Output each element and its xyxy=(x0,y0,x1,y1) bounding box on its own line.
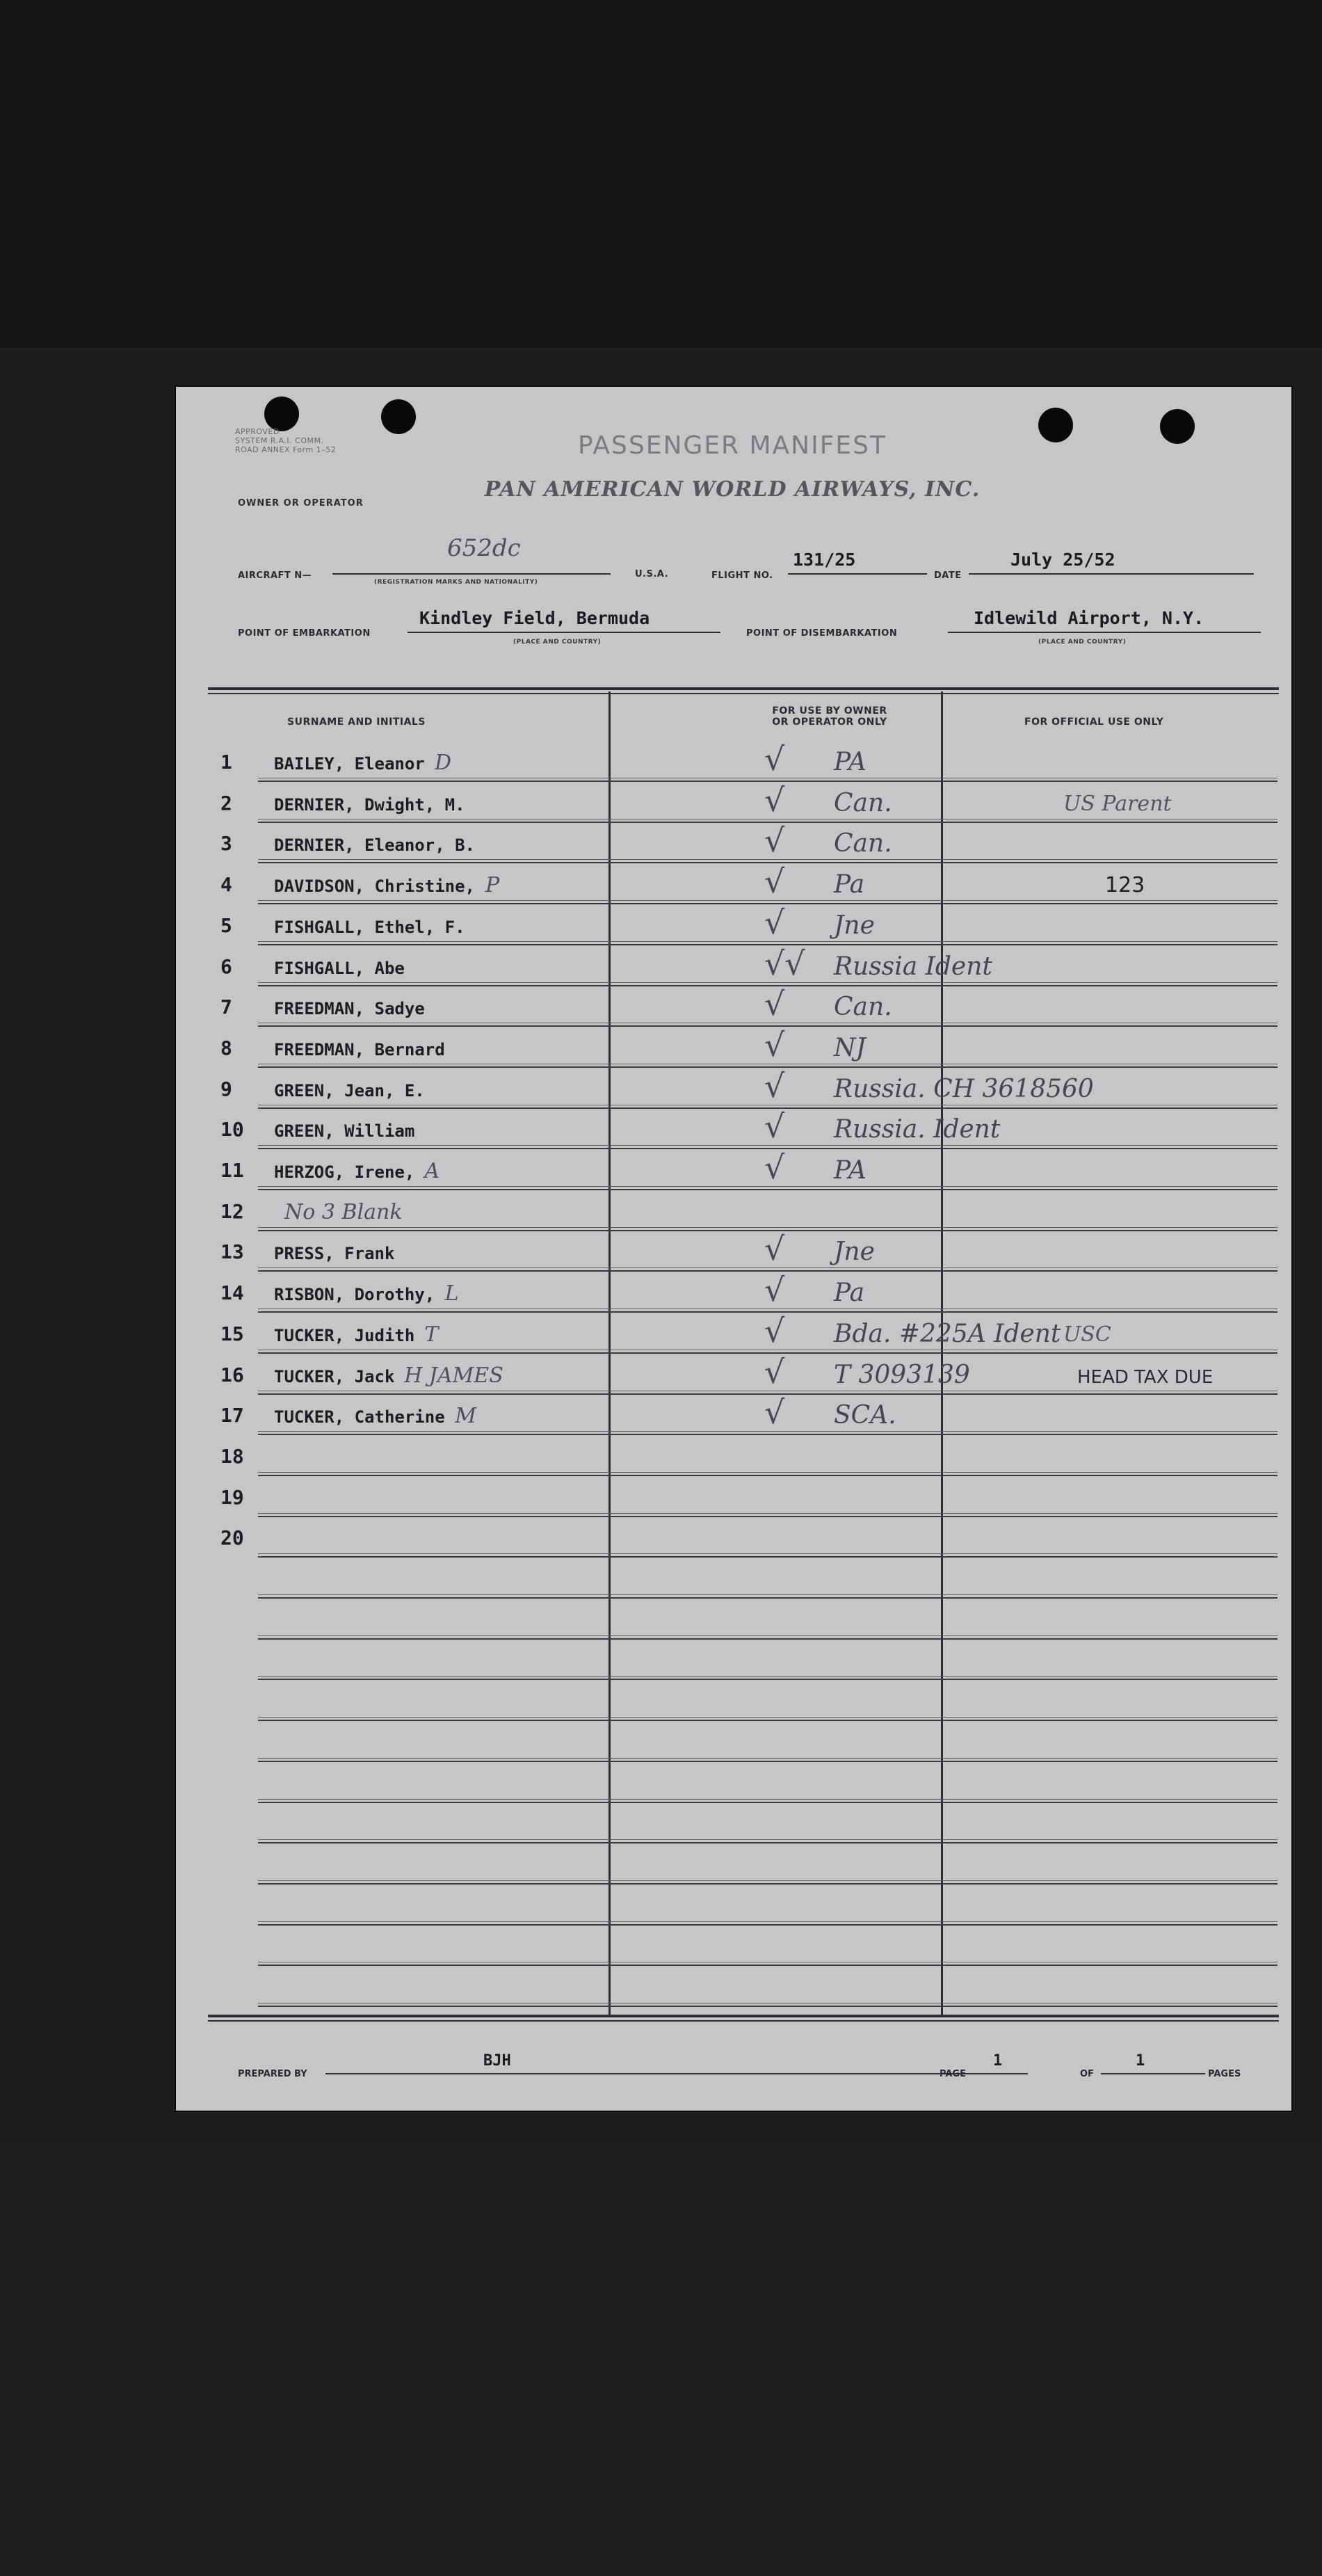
table-row xyxy=(208,1803,1279,1843)
owner-note: Jne xyxy=(834,1238,875,1267)
passenger-name: TUCKER, Judith xyxy=(274,1325,415,1345)
of-rule xyxy=(1101,2073,1205,2074)
handwritten-initial: H JAMES xyxy=(404,1363,503,1388)
row-rule-thin xyxy=(258,1553,1277,1554)
owner-note: PA xyxy=(834,748,866,776)
row-number: 8 xyxy=(220,1036,232,1059)
row-rule-thin xyxy=(258,941,1277,942)
table-row xyxy=(208,1109,1279,1149)
check-mark: √ xyxy=(764,1066,785,1105)
passenger-name: DAVIDSON, Christine, xyxy=(274,877,475,897)
row-rule-thin xyxy=(258,1839,1277,1840)
passenger-name: TUCKER, Jack xyxy=(274,1366,395,1386)
aircraft-sub: (REGISTRATION MARKS AND NATIONALITY) xyxy=(374,579,538,586)
aircraft-usa: U.S.A. xyxy=(635,569,669,579)
row-rule-thin xyxy=(258,1717,1277,1718)
passenger-name: TUCKER, Catherine xyxy=(274,1407,445,1427)
row-number: 3 xyxy=(220,832,232,856)
prepared-by-rule xyxy=(325,2073,1028,2074)
disembarkation-sub: (PLACE AND COUNTRY) xyxy=(1038,639,1127,646)
page-label: PAGE xyxy=(940,2069,966,2079)
table-row xyxy=(208,905,1279,945)
row-number: 5 xyxy=(220,913,232,937)
table-row xyxy=(208,1066,1279,1109)
punch-hole xyxy=(264,397,299,431)
passenger-name: FREEDMAN, Sadye xyxy=(274,999,425,1019)
disembarkation-value: Idlewild Airport, N.Y. xyxy=(974,608,1204,628)
row-rule-thin xyxy=(258,1472,1277,1473)
flight-label: FLIGHT NO. xyxy=(711,570,773,581)
page-value: 1 xyxy=(993,2052,1003,2070)
row-rule-thin xyxy=(258,1758,1277,1759)
row-rule xyxy=(258,1597,1277,1599)
official-note: USC xyxy=(1063,1322,1111,1347)
handwritten-initial: M xyxy=(455,1404,476,1429)
table-bottom-rule xyxy=(208,2015,1279,2017)
punch-hole xyxy=(1038,408,1073,442)
table-row xyxy=(208,1885,1279,1926)
row-rule xyxy=(258,1189,1277,1190)
handwritten-initial: P xyxy=(485,873,500,898)
row-rule-thin xyxy=(258,1880,1277,1881)
passenger-name: BAILEY, Eleanor xyxy=(274,754,425,774)
passenger-name: FISHGALL, Ethel, F. xyxy=(274,917,465,937)
official-note: HEAD TAX DUE xyxy=(1077,1366,1214,1388)
row-rule xyxy=(258,2006,1277,2007)
handwritten-initial: A xyxy=(424,1159,440,1183)
row-number: 6 xyxy=(220,954,232,978)
date-value: July 25/52 xyxy=(1010,550,1115,570)
prepared-by-value: BJH xyxy=(483,2052,511,2070)
passenger-name: DERNIER, Dwight, M. xyxy=(274,794,465,815)
table-row xyxy=(208,1640,1279,1680)
handwritten-initial: No 3 Blank xyxy=(284,1199,403,1224)
row-number: 2 xyxy=(220,791,232,815)
row-rule xyxy=(258,1883,1277,1885)
table-row xyxy=(208,1272,1279,1313)
table-bottom-rule-2 xyxy=(208,2020,1279,2022)
row-rule-thin xyxy=(258,1594,1277,1595)
row-rule-thin xyxy=(258,1431,1277,1432)
aircraft-rule xyxy=(332,573,611,575)
table-row xyxy=(208,1844,1279,1885)
airline-name: PAN AMERICAN WORLD AIRWAYS, INC. xyxy=(484,477,981,502)
embarkation-rule xyxy=(408,632,720,633)
form-approval-stamp: APPROVED SYSTEM R.A.I. COMM. ROAD ANNEX Form 1–52 xyxy=(235,427,337,454)
handwritten-initial: D xyxy=(435,751,452,775)
table-row xyxy=(208,1313,1279,1354)
table-row xyxy=(208,1517,1279,1558)
manifest-sheet xyxy=(176,387,1291,2111)
table-row xyxy=(208,864,1279,904)
table-row xyxy=(208,1681,1279,1721)
punch-hole xyxy=(381,399,416,434)
handwritten-initial: L xyxy=(444,1281,459,1306)
row-rule xyxy=(258,1679,1277,1680)
row-number: 9 xyxy=(220,1077,232,1101)
row-number: 20 xyxy=(220,1526,244,1550)
row-number: 14 xyxy=(220,1281,244,1305)
check-mark: √ xyxy=(764,985,785,1023)
owner-note: PA xyxy=(834,1156,866,1185)
aircraft-label: AIRCRAFT N— xyxy=(238,570,312,581)
official-note: US Parent xyxy=(1063,791,1172,816)
check-mark: √ xyxy=(764,1393,785,1432)
date-label: DATE xyxy=(934,570,962,581)
check-mark: √ xyxy=(764,1230,785,1268)
row-rule-thin xyxy=(258,1635,1277,1636)
table-row xyxy=(208,986,1279,1027)
owner-note: Bda. #225A Ident xyxy=(834,1319,1061,1348)
table-row xyxy=(208,783,1279,823)
table-row xyxy=(208,1150,1279,1190)
owner-note: SCA. xyxy=(834,1401,896,1430)
disembarkation-label: POINT OF DISEMBARKATION xyxy=(746,628,898,639)
table-row xyxy=(208,1558,1279,1599)
table-row xyxy=(208,1599,1279,1640)
check-mark: √ xyxy=(764,740,785,778)
check-mark: √ xyxy=(764,1107,785,1146)
table-row xyxy=(208,1967,1279,2007)
table-row xyxy=(208,1926,1279,1966)
row-number: 16 xyxy=(220,1363,244,1386)
row-rule xyxy=(258,1802,1277,1803)
row-rule xyxy=(258,1965,1277,1966)
table-top-rule-2 xyxy=(208,693,1279,694)
row-rule xyxy=(258,1761,1277,1762)
owner-label: OWNER OR OPERATOR xyxy=(238,498,364,509)
column-header-surname: SURNAME AND INITIALS xyxy=(287,717,426,728)
row-rule xyxy=(258,1638,1277,1640)
row-rule-thin xyxy=(258,900,1277,901)
table-row xyxy=(208,1231,1279,1272)
passenger-name: FREEDMAN, Bernard xyxy=(274,1039,445,1059)
owner-note: Russia. CH 3618560 xyxy=(834,1074,1094,1103)
owner-note: NJ xyxy=(834,1033,866,1062)
row-rule xyxy=(258,1475,1277,1476)
scan-border-top xyxy=(0,0,1322,348)
disembarkation-rule xyxy=(948,632,1261,633)
row-number: 4 xyxy=(220,873,232,897)
row-rule xyxy=(258,1924,1277,1926)
row-rule xyxy=(258,1556,1277,1558)
passenger-name: HERZOG, Irene, xyxy=(274,1162,415,1182)
table-row xyxy=(208,1354,1279,1395)
row-rule-thin xyxy=(258,1145,1277,1146)
table-row xyxy=(208,742,1279,782)
row-rule-thin xyxy=(258,1267,1277,1268)
row-number: 18 xyxy=(220,1444,244,1468)
of-value: 1 xyxy=(1136,2052,1145,2070)
row-rule-thin xyxy=(258,1921,1277,1922)
row-rule-thin xyxy=(258,1676,1277,1677)
check-mark: √√ xyxy=(764,944,805,982)
embarkation-value: Kindley Field, Bermuda xyxy=(419,608,650,628)
page-title: PASSENGER MANIFEST xyxy=(577,431,887,460)
row-number: 11 xyxy=(220,1159,244,1182)
owner-note: Russia Ident xyxy=(834,952,992,981)
date-rule xyxy=(969,573,1254,575)
owner-note: T 3093139 xyxy=(834,1360,970,1389)
row-rule-thin xyxy=(258,1227,1277,1228)
row-number: 17 xyxy=(220,1404,244,1427)
column-header-owner-use: FOR USE BY OWNER OR OPERATOR ONLY xyxy=(772,705,887,728)
check-mark: √ xyxy=(764,1352,785,1391)
table-row xyxy=(208,1191,1279,1231)
row-rule-thin xyxy=(258,1513,1277,1514)
row-number: 12 xyxy=(220,1199,244,1223)
prepared-by-label: PREPARED BY xyxy=(238,2069,307,2079)
column-header-official-use: FOR OFFICIAL USE ONLY xyxy=(1024,717,1164,728)
flight-rule xyxy=(788,573,927,575)
table-row xyxy=(208,1027,1279,1068)
table-row xyxy=(208,946,1279,986)
passenger-name: GREEN, William xyxy=(274,1121,415,1142)
owner-note: Jne xyxy=(834,911,875,940)
row-rule xyxy=(258,1516,1277,1517)
row-rule-thin xyxy=(258,982,1277,983)
handwritten-initial: T xyxy=(424,1322,439,1347)
table-row xyxy=(208,1436,1279,1476)
flight-value: 131/25 xyxy=(793,550,856,570)
check-mark: √ xyxy=(764,1271,785,1309)
of-label: OF xyxy=(1080,2069,1094,2079)
owner-note: Russia. Ident xyxy=(834,1115,1001,1144)
row-number: 1 xyxy=(220,751,232,774)
embarkation-label: POINT OF EMBARKATION xyxy=(238,628,371,639)
row-rule xyxy=(258,1720,1277,1721)
row-number: 13 xyxy=(220,1240,244,1264)
row-number: 7 xyxy=(220,995,232,1019)
table-row xyxy=(208,1763,1279,1803)
table-row xyxy=(208,1477,1279,1517)
check-mark: √ xyxy=(764,1025,785,1064)
passenger-name: FISHGALL, Abe xyxy=(274,958,405,978)
row-rule xyxy=(258,1434,1277,1435)
scan-border-bottom xyxy=(0,2143,1322,2576)
row-rule-thin xyxy=(258,859,1277,860)
check-mark: √ xyxy=(764,903,785,941)
passenger-name: PRESS, Frank xyxy=(274,1244,395,1264)
table-top-rule xyxy=(208,687,1279,690)
passenger-name: GREEN, Jean, E. xyxy=(274,1080,425,1101)
row-number: 10 xyxy=(220,1118,244,1142)
check-mark: √ xyxy=(764,1149,785,1186)
row-number: 19 xyxy=(220,1485,244,1509)
owner-note: Pa xyxy=(834,870,865,899)
row-rule xyxy=(258,1842,1277,1843)
pages-label: PAGES xyxy=(1208,2069,1241,2079)
embarkation-sub: (PLACE AND COUNTRY) xyxy=(513,639,602,646)
owner-note: Can. xyxy=(834,829,892,858)
check-mark: √ xyxy=(764,1311,785,1350)
table-row xyxy=(208,1722,1279,1762)
table-row xyxy=(208,1395,1279,1435)
aircraft-value: 652dc xyxy=(447,534,521,562)
owner-note: Can. xyxy=(834,788,892,817)
row-number: 15 xyxy=(220,1322,244,1345)
table-row xyxy=(208,823,1279,863)
passenger-name: DERNIER, Eleanor, B. xyxy=(274,835,475,856)
row-rule-thin xyxy=(258,1186,1277,1187)
check-mark: √ xyxy=(764,822,785,860)
check-mark: √ xyxy=(764,781,785,819)
owner-note: Can. xyxy=(834,993,892,1022)
punch-hole xyxy=(1160,409,1195,444)
passenger-name: RISBON, Dorothy, xyxy=(274,1285,435,1305)
owner-note: Pa xyxy=(834,1279,865,1308)
row-rule-thin xyxy=(258,1799,1277,1800)
official-note: 123 xyxy=(1105,873,1145,898)
check-mark: √ xyxy=(764,863,785,901)
